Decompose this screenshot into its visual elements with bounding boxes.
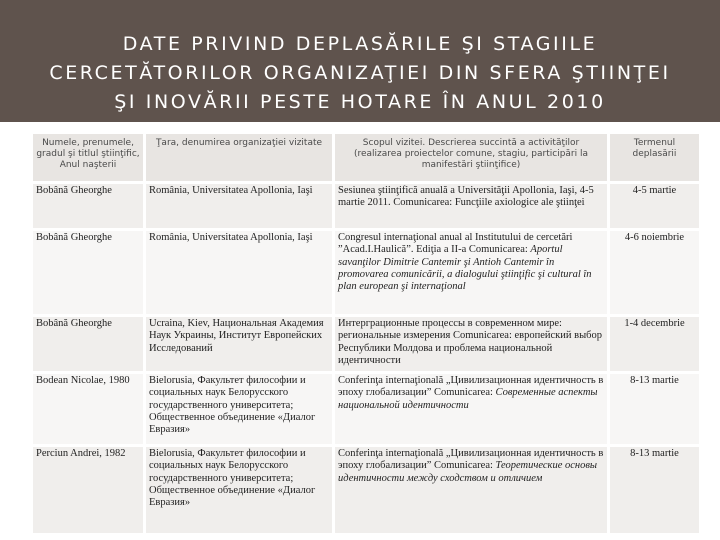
cell-organization: Bielorusia, Факультет философии и социальных наук Белорусского государственного университета; Общественное объединение «Диалог Евразия» [146,447,332,533]
header-purpose: Scopul vizitei. Descrierea succintă a activităţilor (realizarea proiectelor comune, stagiu, participări la manifestări ştiinţifice) [335,134,607,181]
slide-title: DATE PRIVIND DEPLASĂRILE ŞI STAGIILE CERCETĂTORILOR ORGANIZAŢIEI DIN SFERA ŞTIINŢEI ŞI INOVĂRII PESTE HOTARE ÎN ANUL 2010 [49,33,671,113]
table-row [33,447,699,533]
cell-name: Bobână Gheorghe [33,231,143,314]
table-row [33,231,699,314]
header-term: Termenul deplasării [610,134,699,181]
purpose-text: Conferinţa internaţională „Цивилизационная идентичность в эпоху глобализации” Comunicarea: [338,375,604,399]
cell-purpose [335,374,607,444]
cell-name: Perciun Andrei, 1982 [33,447,143,533]
cell-organization: Bielorusia, Факультет философии и социальных наук Белорусского государственного университета; Общественное объединение «Диалог Евразия» [146,374,332,444]
purpose-text: Conferinţa internaţională „Цивилизационная идентичность в эпоху глобализации” Comunicarea: [338,448,604,472]
purpose-italic: Aportul savanţilor Dimitrie Cantemir şi Antioh Cantemir în promovarea comunicării, a dialogului ştiinţific şi cultural în plan european şi internaţional [338,244,592,293]
header-organization: Ţara, denumirea organizaţiei vizitate [146,134,332,181]
table-row [33,317,699,371]
cell-term: 8-13 martie [610,447,699,533]
travel-table [30,131,702,536]
cell-purpose [335,184,607,228]
cell-name: Bodean Nicolae, 1980 [33,374,143,444]
purpose-text: Congresul internaţional anual al Institutului de cercetări ”Acad.I.Haulică”. Ediţia a II-a Comunicarea: [338,232,573,256]
table-header-row [33,134,699,181]
cell-term: 1-4 decembrie [610,317,699,371]
purpose-text: Sesiunea ştiinţifică anuală a Universităţii Apollonia, Iaşi, 4-5 martie 2011. Comunicarea: Funcţiile axiologice ale ştiinţei [338,185,594,209]
cell-organization: Ucraina, Kiev, Национальная Академия Наук Украины, Институт Европейских Исследований [146,317,332,371]
table-row [33,184,699,228]
purpose-italic: Теоретические основы идентичности между сходством и отличием [338,460,598,484]
cell-term: 4-6 noiembrie [610,231,699,314]
title-band [0,0,720,122]
cell-purpose [335,447,607,533]
cell-organization: România, Universitatea Apollonia, Iaşi [146,231,332,314]
purpose-italic: Современные аспекты национальной идентичности [338,387,598,411]
header-name: Numele, prenumele, gradul şi titlul ştiinţific, Anul naşterii [33,134,143,181]
purpose-text: Интерграционные процессы в современном мире: региональные измерения Comunicarea: европейский выбор Республики Молдова и проблема национальной идентичности [338,318,602,366]
cell-term: 4-5 martie [610,184,699,228]
cell-name: Bobână Gheorghe [33,317,143,371]
cell-term: 8-13 martie [610,374,699,444]
cell-name: Bobână Gheorghe [33,184,143,228]
cell-purpose [335,317,607,371]
cell-organization: România, Universitatea Apollonia, Iaşi [146,184,332,228]
table-row [33,374,699,444]
cell-purpose [335,231,607,314]
